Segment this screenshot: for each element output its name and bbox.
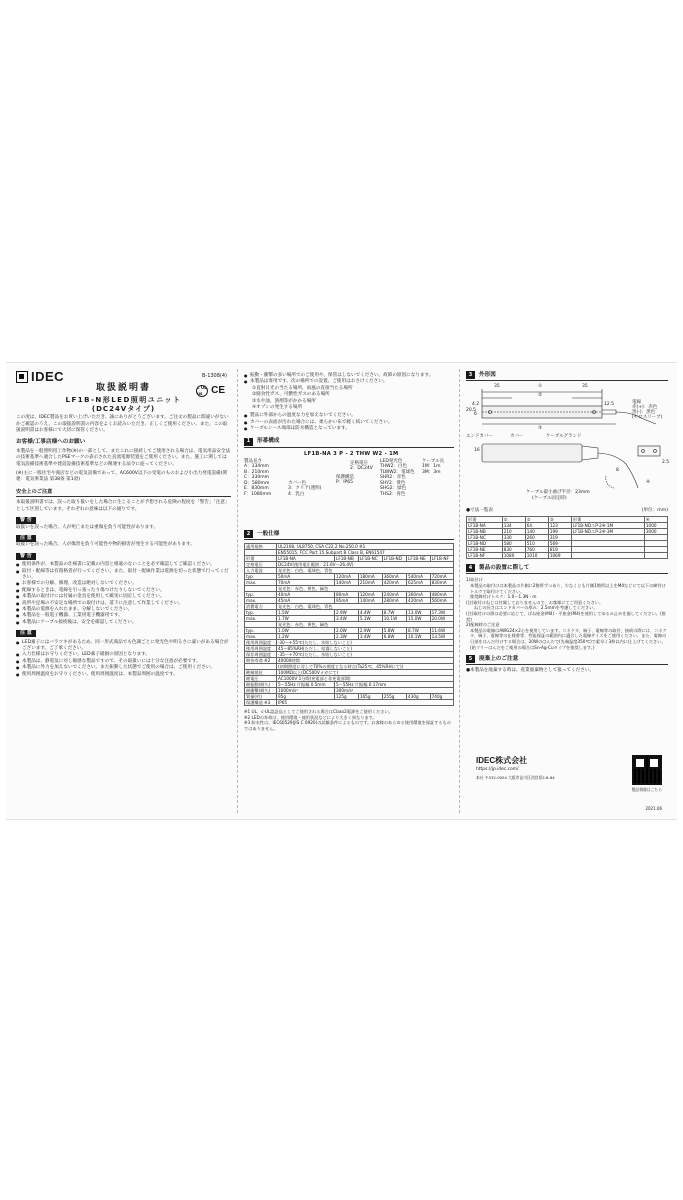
list-item: F：1080mm [244, 491, 272, 497]
table-cell: 保護構造 ※3 [245, 700, 277, 706]
table-cell: 210mA [358, 580, 382, 586]
table-cell: 保存周囲温度 [245, 652, 277, 658]
list-item: E：830mm [244, 486, 269, 492]
table-cell: 11.6W [430, 628, 453, 634]
table-cell: 560mA [430, 598, 453, 604]
table-cell: 5.8W [382, 628, 406, 634]
table-cell: 8.7W [382, 610, 406, 616]
table-row [245, 700, 454, 706]
ul-mark-icon: c UL us [197, 384, 207, 396]
table-cell: 420mA [382, 580, 406, 586]
safety-heading: 安全上のご注意 [16, 489, 231, 497]
list-item: C：330mm [244, 475, 269, 481]
list-item: TLWW2：電球色 [380, 469, 415, 475]
table-cell: EN55015, FCC Part 15 Subpart B Class B, EN61547 [277, 550, 454, 556]
table-cell: max. [245, 580, 277, 586]
table-cell: ④ [644, 517, 667, 523]
certification-marks [196, 385, 225, 397]
list-item: 1M：1m [422, 464, 441, 470]
list-item: ● 取付・配線等は有資格者が行ってください。また、取付・配線作業は電源を切った状態で行ってください。 [16, 569, 231, 582]
length-label: 製品長さ [244, 459, 262, 465]
warning-tag: 警 告 [16, 517, 36, 524]
table-cell: 使用周囲湿度 [245, 646, 277, 652]
note: 2)配線時のご注意 [466, 622, 500, 628]
table-cell: 耐振動(耐久) [245, 682, 277, 688]
list-item: ● 本製品に外力を加えないでください。また振動した状態でご使用の場合は、ご使用ください。 [16, 665, 231, 671]
color-label: LED発光色 [380, 459, 403, 465]
spec-notes [244, 709, 454, 731]
dimension-label: 12.5 [604, 402, 615, 407]
fold-line [237, 369, 238, 813]
table-cell: 830 [502, 547, 525, 553]
table-cell: 210 [502, 529, 525, 535]
table-cell: 発光色：白色、電球色、青色 [277, 604, 454, 610]
table-cell: LF1B-NF [467, 553, 503, 559]
list-item: 3M：3m [422, 469, 441, 475]
list-item: ● 入力仕様はお守りください。LED素子破損の原因となります。 [16, 652, 231, 658]
maker-name: IDEC株式会社 [476, 756, 528, 765]
note: ※1 UL、c-UL認証品としてご使用される場合はClass2電源をご使用ください。 [244, 709, 393, 715]
note: ねじの長さはエンドカバーの厚み：2.5mmを考慮してください。 [474, 605, 598, 611]
table-cell: 1000 [644, 523, 667, 529]
table-cell: 199 [548, 529, 571, 535]
note: (鉛フリーはんだをご使用の場合はSn-Ag-Cuタイプを推奨します。) [470, 644, 595, 650]
table-cell: 13.0W [407, 610, 431, 616]
table-cell: LF1B-NDユP-2※-3M [571, 529, 644, 535]
table-cell: 5〜55Hz 片振幅 0.5mm [277, 682, 335, 688]
table-cell: 1.7W [277, 616, 335, 622]
table-cell: 125g [335, 694, 359, 700]
revision-date: 2021.06 [645, 806, 662, 811]
note: 1)取付け [466, 577, 483, 583]
table-cell: 830mA [430, 580, 453, 586]
list-item: ②腐食性ガス、可燃性ガスのある場所 [252, 392, 330, 398]
protect-label: 保護構造 [336, 475, 354, 481]
list-item: ● 振動・衝撃の多い場所でのご使用や、保管はしないでください。故障の原因になります。 [244, 373, 454, 379]
table-cell: LF1B-NF [430, 556, 453, 562]
table-cell: 70mA [277, 580, 335, 586]
table-cell: 140 [525, 529, 548, 535]
table-cell: 4.4W [358, 610, 382, 616]
table-cell: 95g [277, 694, 335, 700]
list-item: ● 本製品は、静電気に対し敏感な製品ですので、その取扱いには十分な注意が必要です。 [16, 659, 231, 665]
section-title: 形番構成 [257, 438, 280, 445]
section-heading-install [466, 564, 668, 574]
brand-logo [16, 368, 231, 384]
table-cell: LF1B-ND [467, 541, 503, 547]
table-cell: 430g [407, 694, 431, 700]
list-item: ● カバーの表面が汚れた場合には、柔らかい布で軽く拭いてください。 [244, 420, 454, 426]
table-cell: 消費電力 [245, 604, 277, 610]
table-cell: max. [245, 634, 277, 640]
instruction-sheet [6, 362, 677, 820]
warning-definition: 取扱いを誤った場合、人が死亡または重傷を負う可能性があります。 [16, 524, 159, 530]
table-cell: 2.9W [335, 610, 359, 616]
cable-group [422, 459, 444, 475]
section-title: 廃棄上のご注意 [479, 655, 519, 662]
table-cell: 760 [525, 547, 548, 553]
list-item: SHR2：赤色 [380, 475, 406, 481]
list-item: 3：クリア(透明) [288, 486, 322, 492]
section-heading-dimensions [466, 371, 668, 381]
voltage-label: 定格電圧 [350, 461, 368, 467]
list-item: THS2：青色 [380, 491, 406, 497]
table-cell: 質量(約) [245, 694, 277, 700]
wire-positive: 赤(+)：赤色 [632, 405, 658, 410]
document-title: 取扱説明書 [95, 383, 151, 393]
table-cell: 2.3W [335, 634, 359, 640]
table-cell: 165g [358, 694, 382, 700]
table-cell: 360mA [382, 574, 406, 580]
table-cell: 280mA [382, 598, 406, 604]
section-number: 2 [244, 530, 253, 538]
list-item: B：210mm [244, 469, 269, 475]
section-heading-model [244, 438, 454, 448]
note: (注)取付けねじは付属しておりませんので、お客様にてご用意ください。 [466, 599, 604, 605]
note: ※2 LEDの寿命は、使用環境・使用状況などにより大きく異なります。 [244, 714, 377, 720]
list-item: ● 使用周囲温度をお守りください。使用周囲温度は、本製品周囲の温度です。 [16, 672, 231, 678]
list-item: ● LED素子にはバラツキがあるため、同一形式商品でも色調ごとに発光色や明るさに違いがある場合がございます。ご了承ください。 [16, 640, 231, 653]
list-item: ● 本製品の電源を入れたまま、分解しないでください。 [16, 607, 231, 613]
spec-table [244, 543, 454, 706]
table-cell: 40mA [277, 592, 335, 598]
table-cell: 420mA [407, 598, 431, 604]
table-cell: 絶縁抵抗 [245, 670, 277, 676]
note: (注)取付けの際は必要に応じて、ばね座金(M4)・平座金(M4)を使用してゆるみ止めを施してください。(推奨) [466, 610, 666, 622]
note: 本製品の電線はAWG24×2心を使用しています。コネクタ、端子、電線等の取付、接続の際には、コネクタ、端子、電線等の仕様書等、性能保証の範囲内に適合した電線サイズをご使用ください。また、電線の日部をはんだ付けする場合は、20Wのはんだで(先端温度350℃)で素早く3秒以内に仕上げてください。 [470, 627, 667, 644]
table-cell: max. [245, 616, 277, 622]
table-cell: -30〜+55℃(ただし、氷結しないこと) [277, 640, 454, 646]
table-cell: LF1B-NB [467, 529, 503, 535]
caution-tag: 注 意 [16, 535, 36, 542]
note: 本製品の取付けは本製品の片側に2箇所ずつあり、少なくとも片側1箇所以上をM4などにて以下の締付けトルクで取付けてください。 [470, 583, 666, 594]
table-cell: 10.1W [382, 616, 406, 622]
table-cell: 5.1W [358, 616, 382, 622]
table-cell: 180mA [358, 574, 382, 580]
table-cell [644, 553, 667, 559]
table-cell: 569 [548, 541, 571, 547]
table-cell: 使用周囲温度 [245, 640, 277, 646]
table-cell: 1.2W [277, 634, 335, 640]
cover-group [288, 481, 321, 497]
table-cell: 耐電圧 [245, 676, 277, 682]
ce-mark-icon: CE [211, 384, 225, 396]
table-cell: 形番 [467, 517, 503, 523]
dimension-label: ① [538, 384, 543, 389]
table-cell: 発光色：赤色、黄色、緑色 [277, 622, 454, 628]
table-cell: 8.7W [407, 628, 431, 634]
list-item: ● 本製品の取付けには付属の金具を使用して確実に固定してください。 [16, 594, 231, 600]
list-item: 2：DC24V [350, 466, 373, 472]
dimension-label: ③ [538, 426, 543, 431]
table-cell: LF1B-NC [358, 556, 382, 562]
table-cell: 540mA [407, 574, 431, 580]
table-cell: 1080 [502, 553, 525, 559]
safety-text: 本取扱説明書では、誤った取り扱いをした場合に生じることが予想される危険の程度を「警告」「注意」として区別しています。それぞれの意味は以下の通りです。 [16, 500, 230, 512]
table-cell: 40000時間 [277, 658, 454, 664]
table-cell: 319 [548, 535, 571, 541]
table-cell: 5〜55Hz 片振幅 0.17mm [335, 682, 454, 688]
table-cell: 330 [502, 535, 525, 541]
table-cell: UL2108, UL8750, CSA C22.2 No.250.0 ※1 [277, 544, 454, 550]
table-cell: 形番 [245, 556, 277, 562]
table-cell: 64 [525, 523, 548, 529]
bend-radius-note: (ケーブル固定時) [532, 496, 567, 501]
list-item: ③水や油、溶剤等がかかる場所 [252, 398, 316, 404]
table-cell: 2.9W [358, 628, 382, 634]
dimension-label: 20.5 [466, 408, 477, 413]
warning-tag: 警 告 [16, 553, 36, 560]
table-cell: 2.0W [335, 628, 359, 634]
protect-group [336, 475, 354, 486]
usage-list [244, 373, 454, 386]
model-breakdown [244, 459, 454, 525]
table-cell: 510 [525, 541, 548, 547]
note: 推奨締付けトルク：1.0〜1.3N・m [470, 594, 537, 600]
table-cell: 15.0W [407, 616, 431, 622]
qr-code-icon [632, 755, 662, 785]
table-row [467, 553, 668, 559]
wire-negative: 黒(-)：黒色 [632, 410, 656, 415]
table-cell: ② [525, 517, 548, 523]
table-cell: 480mA [430, 592, 453, 598]
product-name: LF1B-N形LED照明ユニット [65, 396, 182, 405]
caution-tag: 注 意 [16, 630, 36, 637]
qr-note: 製品情報はこちら [631, 787, 662, 792]
model-code: LF1B-NA 3 P - 2 THW W2 - 1M [304, 450, 399, 457]
table-cell: 13.5W [430, 634, 453, 640]
table-cell: 625mA [407, 580, 431, 586]
dimension-table [466, 516, 668, 559]
customer-note: (※)主に一般住宅や商店などの電気設備であって、AC600V以下の受電のものおよび小出力発電設備(関連：電気事業法 第38条 第1項) [16, 471, 228, 483]
table-cell: 3.4W [358, 634, 382, 640]
wire-label: 電線 [632, 400, 641, 405]
list-item: ● 本製品を一般電子機器、工業用電子機器用です。 [16, 613, 231, 619]
section-number: 5 [466, 655, 475, 663]
list-item: ● ケーブルシース端部は防水構造となっています。 [244, 426, 454, 432]
table-cell: 発光色：赤色、黄色、緑色 [277, 586, 454, 592]
list-item: ● 使用条件が、本製品の仕様書に記載の内容と相違のないことを必ず確認してご確認ください。 [16, 562, 231, 568]
table-cell: 発光色：白色、電球色、青色 [277, 568, 454, 574]
voltage-group [350, 461, 373, 472]
table-cell: LF1B-NE [407, 556, 431, 562]
list-item: ①直射日光の当たる場所、雨風の直接当たる場所 [252, 385, 353, 391]
table-cell: ③ [548, 517, 571, 523]
table-cell: 6.8W [382, 634, 406, 640]
length-group [244, 459, 271, 497]
section-title: 一般仕様 [257, 530, 280, 537]
table-cell: 1010 [525, 553, 548, 559]
table-cell: ① [502, 517, 525, 523]
cover-label: カバー [510, 434, 524, 439]
table-cell: 形番 [571, 517, 644, 523]
brand-name: IDEC [31, 368, 65, 384]
table-cell: 300m/s² [335, 688, 454, 694]
gland-label: ケーブルグランド [546, 434, 582, 439]
idec-logo-icon [16, 371, 28, 383]
table-cell: LF1B-ND [382, 556, 406, 562]
table-cell: 3000 [644, 529, 667, 535]
table-cell: max. [245, 598, 277, 604]
table-cell: LF1B-NE [467, 547, 503, 553]
customer-text: 本製品を一般照明用工作物(※)の一部として、またこれに接続してご使用される場合は、電気用品安全法の技術基準へ適合したPSEマークの表示された直流電源装置をご使用ください。また、施工に関しては電気設備技術基準や建設設備技術基準などの関連する法令に従ってください。 [16, 448, 231, 467]
table-cell: 17.3W [430, 610, 453, 616]
column-specs [244, 371, 454, 815]
column-intro [16, 368, 231, 815]
location-list [244, 386, 454, 412]
doc-number: B-1308(4) [201, 373, 227, 379]
footer [476, 755, 668, 815]
end-cover-label: エンドカバー [466, 434, 493, 439]
dimension-label: 35 [494, 384, 500, 389]
table-cell: typ. [245, 574, 277, 580]
table-cell: LF1B-NC [467, 535, 503, 541]
section-number: 1 [244, 438, 253, 446]
caution-list [16, 640, 231, 678]
table-cell: 45mA [277, 598, 335, 604]
table-cell [571, 553, 644, 559]
dimension-label: 2.5 [662, 460, 670, 465]
dimension-label: ④ [646, 480, 651, 485]
section-heading-disposal [466, 655, 668, 665]
customer-heading: お客様/工事店様へのお願い [16, 439, 86, 446]
bend-radius-note: ケーブル最小曲げ半径：23mm [526, 490, 590, 495]
table-cell: LF1B-NB [335, 556, 359, 562]
table-cell: 定格電圧 [245, 562, 277, 568]
table-cell: 140mA [335, 580, 359, 586]
cable-label: ケーブル長 [422, 459, 445, 465]
table-cell: LF1B-NA [467, 523, 503, 529]
table-cell: 80mA [335, 592, 359, 598]
table-cell: typ. [245, 610, 277, 616]
install-notes [466, 577, 668, 650]
warning-list [16, 562, 231, 626]
note: ※3 防水性は、IEC60529(JIS C 0920)の試験条件によるものです。お客様のあらゆる使用環境を保証するものではありません。 [244, 720, 451, 731]
table-cell: DC24V(使用電圧範囲：21.6V〜26.4V) [277, 562, 454, 568]
table-cell: 580 [502, 541, 525, 547]
color-group [380, 459, 415, 497]
table-cell: IP65 [277, 700, 454, 706]
table-title: ●寸法一覧表 [466, 508, 493, 513]
table-cell: 120mA [358, 592, 382, 598]
disposal-text: ●本製品を廃棄する時は、産業廃棄物として扱ってください。 [466, 668, 595, 674]
maker-address: 本社 〒532-0004 大阪市淀川区西宮原2-6-64 [476, 775, 555, 780]
table-cell: 耐衝撃(耐久) [245, 688, 277, 694]
maker-url: https://jp.idec.com/ [476, 767, 519, 772]
table-cell: 740g [430, 694, 453, 700]
list-item: D：580mm [244, 480, 270, 486]
table-cell: 134 [502, 523, 525, 529]
table-cell: (初期照度に対して70%の照度となる時点(Ta25℃、45%RHにて)) [277, 664, 454, 670]
table-cell: LF1B-NA [277, 556, 335, 562]
list-item: ● 配線するときは、電線を引っ張ったり傷つけたりしないでください。 [16, 588, 231, 594]
section-title: 製品の設置に際して [479, 565, 530, 572]
table-cell: 適用規格 [245, 544, 277, 550]
table-cell: 入力電流 [245, 568, 277, 574]
cover-label: カバー色 [288, 481, 306, 487]
list-item: THW2：白色 [380, 464, 407, 470]
product-subtitle: (DC24Vタイプ) [91, 404, 156, 413]
table-cell: -35〜+70℃(ただし、氷結しないこと) [277, 652, 454, 658]
list-item: 4：乳白 [288, 491, 305, 497]
table-cell: 140mA [358, 598, 382, 604]
list-item: P：IP65 [336, 480, 353, 486]
table-cell: 360mA [407, 592, 431, 598]
table-unit: (単位：mm) [641, 508, 668, 513]
section-number: 3 [466, 371, 475, 379]
section-title: 外形図 [479, 371, 496, 378]
dimension-label: ② [538, 393, 543, 398]
list-item: ● 製品に外部からの過度な力を加えないでください。 [244, 413, 454, 419]
section-heading-spec [244, 530, 454, 540]
table-cell: 1.0W [277, 628, 335, 634]
table-cell: 1.5W [277, 610, 335, 616]
list-item: ● お客様での分解、修理、改造は絶対しないでください。 [16, 581, 231, 587]
caution-definition: 取扱いを誤った場合、人が傷害を負う可能性や物的損害が発生する可能性があります。 [16, 542, 195, 548]
table-cell: 123 [548, 523, 571, 529]
table-cell: 720mA [430, 574, 453, 580]
section-number: 4 [466, 564, 475, 572]
intro-text: この度は、IDEC製品をお買い上げいただき、誠にありがとうございます。ご注文の製品に間違いがないかご確認のうえ、この取扱説明書の内容をよくお読みいただき、正しくご使用ください。また、この取扱説明書はお客様にて大切に保管ください。 [16, 415, 229, 434]
list-item: ● 本製品は専用です。次の場所での設置、ご使用はおさけください。 [244, 379, 454, 385]
table-cell: 1069 [548, 553, 571, 559]
list-item: SHG2：緑色 [380, 486, 407, 492]
table-cell: 100MΩ以上(DC500Vメガにて) [277, 670, 454, 676]
table-cell: LF1B-NDユP-2※-1M [571, 523, 644, 529]
list-item: ● 高所や足場の不安定な場所での取付けは、落下に注意して作業してください。 [16, 601, 231, 607]
list-item: A：134mm [244, 464, 269, 470]
table-cell: 120mA [335, 574, 359, 580]
list-item: ④オゾンの発生する場所 [252, 405, 303, 411]
fold-line [459, 369, 460, 813]
dimension-label: 4.2 [472, 402, 480, 407]
table-cell: 10.1W [407, 634, 431, 640]
list-item: ● 本製品にケーブル接続後は、安全を確認してください。 [16, 620, 231, 626]
table-cell: 819 [548, 547, 571, 553]
table-cell: AC1000V 1分間(充電部と非充電部間) [277, 676, 454, 682]
table-cell: typ. [245, 592, 277, 598]
table-cell: 50mA [277, 574, 335, 580]
dimension-label: 6 [474, 412, 477, 417]
table-cell: 240mA [382, 592, 406, 598]
wire-note: (セロスリーブ) [632, 415, 663, 420]
dimension-label: 35 [582, 384, 588, 389]
list-item: SHY2：黄色 [380, 480, 406, 486]
dimension-drawing [466, 384, 668, 506]
table-cell: 260 [525, 535, 548, 541]
table-cell: 45〜85%RH(ただし、結露しないこと) [277, 646, 454, 652]
usage-list [244, 413, 454, 432]
column-dimensions [466, 371, 668, 815]
dimension-label: 16 [474, 448, 480, 453]
dimension-label: 8 [616, 468, 619, 473]
table-cell: 3.4W [335, 616, 359, 622]
table-cell: 1000m/s² [277, 688, 335, 694]
table-cell: 95mA [335, 598, 359, 604]
table-cell: 期待寿命 ※2 [245, 658, 277, 664]
table-cell: 255g [382, 694, 406, 700]
table-cell: typ. [245, 628, 277, 634]
table-caption [466, 508, 668, 514]
table-cell: 20.0W [430, 616, 453, 622]
